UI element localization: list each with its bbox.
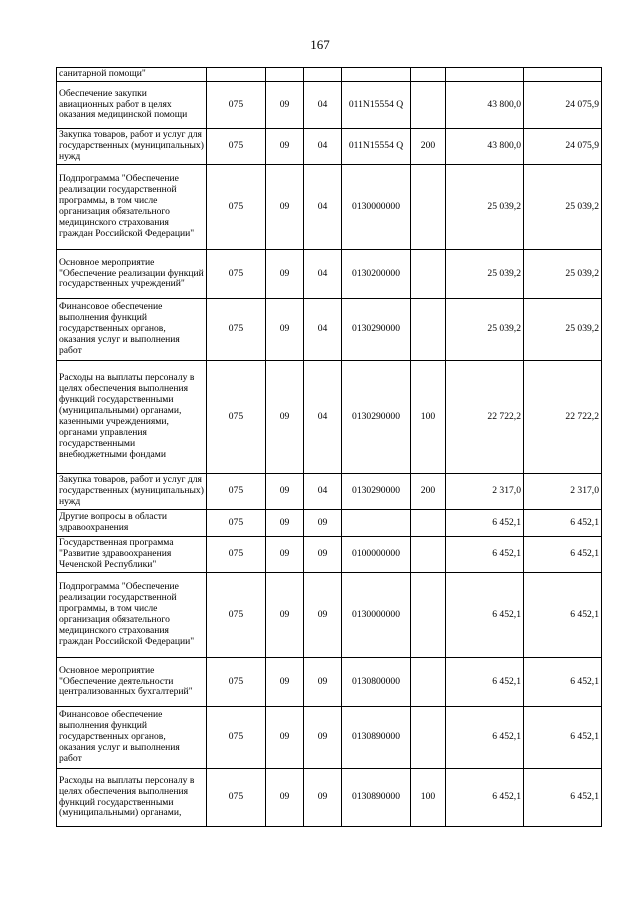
row-name-cell: Финансовое обеспечение выполнения функций государственных органов, оказания услуг и выполнения работ xyxy=(57,299,207,361)
row-expense-type-cell xyxy=(411,299,446,361)
row-target-article-cell: 0130000000 xyxy=(342,573,411,658)
row-sum-first-cell: 43 800,0 xyxy=(446,129,524,165)
row-section-cell: 09 xyxy=(266,82,304,129)
row-sum-first-cell: 22 722,2 xyxy=(446,361,524,474)
row-sum-first-cell: 6 452,1 xyxy=(446,658,524,707)
row-section-cell: 09 xyxy=(266,769,304,827)
row-sum-first-cell: 6 452,1 xyxy=(446,510,524,537)
row-sum-second-cell: 22 722,2 xyxy=(524,361,602,474)
row-section-cell: 09 xyxy=(266,537,304,573)
row-expense-type-cell: 100 xyxy=(411,769,446,827)
row-target-article-cell: 0130800000 xyxy=(342,658,411,707)
row-target-article-cell: 011N15554 Q xyxy=(342,129,411,165)
row-target-article-cell: 0130890000 xyxy=(342,769,411,827)
table-body xyxy=(57,68,602,827)
row-admin-code-cell: 075 xyxy=(207,510,266,537)
table-row xyxy=(57,250,602,299)
row-expense-type-cell xyxy=(411,537,446,573)
row-admin-code-cell: 075 xyxy=(207,658,266,707)
row-admin-code-cell: 075 xyxy=(207,769,266,827)
row-sum-first-cell: 6 452,1 xyxy=(446,537,524,573)
row-name-cell: Подпрограмма "Обеспечение реализации государственной программы, в том числе организация обязательного медицинского страхования граждан Российской Федерации" xyxy=(57,165,207,250)
table-row xyxy=(57,68,602,82)
row-sum-second-cell: 25 039,2 xyxy=(524,250,602,299)
row-expense-type-cell: 200 xyxy=(411,474,446,510)
row-expense-type-cell xyxy=(411,573,446,658)
row-admin-code-cell: 075 xyxy=(207,573,266,658)
row-sum-second-cell: 6 452,1 xyxy=(524,573,602,658)
row-name-cell: Закупка товаров, работ и услуг для государственных (муниципальных) нужд xyxy=(57,129,207,165)
table-row xyxy=(57,510,602,537)
row-name-cell: санитарной помощи" xyxy=(57,68,207,82)
row-target-article-cell: 0130000000 xyxy=(342,165,411,250)
row-admin-code-cell: 075 xyxy=(207,361,266,474)
row-sum-second-cell: 25 039,2 xyxy=(524,165,602,250)
row-sum-second-cell: 25 039,2 xyxy=(524,299,602,361)
row-name-cell: Другие вопросы в области здравоохранения xyxy=(57,510,207,537)
row-subsection-cell: 04 xyxy=(304,82,342,129)
row-admin-code-cell: 075 xyxy=(207,474,266,510)
table-row xyxy=(57,769,602,827)
row-target-article-cell xyxy=(342,68,411,82)
row-section-cell xyxy=(266,68,304,82)
table-row xyxy=(57,299,602,361)
row-expense-type-cell xyxy=(411,707,446,769)
row-target-article-cell: 0130290000 xyxy=(342,474,411,510)
row-name-cell: Основное мероприятие "Обеспечение реализации функций государственных учреждений" xyxy=(57,250,207,299)
row-sum-second-cell: 6 452,1 xyxy=(524,537,602,573)
row-expense-type-cell xyxy=(411,82,446,129)
row-section-cell: 09 xyxy=(266,707,304,769)
row-sum-first-cell: 25 039,2 xyxy=(446,299,524,361)
row-name-cell: Основное мероприятие "Обеспечение деятельности централизованных бухгалтерий" xyxy=(57,658,207,707)
row-subsection-cell: 04 xyxy=(304,474,342,510)
row-admin-code-cell: 075 xyxy=(207,82,266,129)
row-sum-first-cell: 25 039,2 xyxy=(446,165,524,250)
row-expense-type-cell xyxy=(411,250,446,299)
row-sum-second-cell xyxy=(524,68,602,82)
row-sum-first-cell: 25 039,2 xyxy=(446,250,524,299)
row-section-cell: 09 xyxy=(266,129,304,165)
row-section-cell: 09 xyxy=(266,658,304,707)
row-target-article-cell: 0100000000 xyxy=(342,537,411,573)
row-target-article-cell: 0130290000 xyxy=(342,361,411,474)
row-target-article-cell: 0130200000 xyxy=(342,250,411,299)
row-admin-code-cell: 075 xyxy=(207,250,266,299)
row-name-cell: Расходы на выплаты персоналу в целях обеспечения выполнения функций государственными (муниципальными) органами, xyxy=(57,769,207,827)
row-admin-code-cell xyxy=(207,68,266,82)
row-sum-first-cell: 43 800,0 xyxy=(446,82,524,129)
row-target-article-cell: 0130890000 xyxy=(342,707,411,769)
row-sum-first-cell: 6 452,1 xyxy=(446,769,524,827)
row-sum-first-cell: 6 452,1 xyxy=(446,573,524,658)
table-row xyxy=(57,82,602,129)
row-name-cell: Подпрограмма "Обеспечение реализации государственной программы, в том числе организация обязательного медицинского страхования граждан Российской Федерации" xyxy=(57,573,207,658)
row-name-cell: Обеспечение закупки авиационных работ в целях оказания медицинской помощи xyxy=(57,82,207,129)
row-name-cell: Финансовое обеспечение выполнения функций государственных органов, оказания услуг и выполнения работ xyxy=(57,707,207,769)
table-row xyxy=(57,165,602,250)
row-section-cell: 09 xyxy=(266,573,304,658)
table-row xyxy=(57,707,602,769)
row-admin-code-cell: 075 xyxy=(207,165,266,250)
row-sum-first-cell: 2 317,0 xyxy=(446,474,524,510)
table-row xyxy=(57,573,602,658)
table-row xyxy=(57,537,602,573)
row-sum-second-cell: 6 452,1 xyxy=(524,707,602,769)
row-name-cell: Расходы на выплаты персоналу в целях обеспечения выполнения функций государственными (муниципальными) органами, казенными учреждениями, органами управления государственными внебюджетными фондами xyxy=(57,361,207,474)
row-expense-type-cell: 100 xyxy=(411,361,446,474)
row-sum-second-cell: 2 317,0 xyxy=(524,474,602,510)
row-sum-second-cell: 6 452,1 xyxy=(524,769,602,827)
row-subsection-cell: 04 xyxy=(304,250,342,299)
row-section-cell: 09 xyxy=(266,510,304,537)
row-expense-type-cell xyxy=(411,165,446,250)
row-section-cell: 09 xyxy=(266,361,304,474)
table-row xyxy=(57,658,602,707)
row-admin-code-cell: 075 xyxy=(207,707,266,769)
row-subsection-cell: 09 xyxy=(304,573,342,658)
row-target-article-cell: 0130290000 xyxy=(342,299,411,361)
row-subsection-cell: 09 xyxy=(304,769,342,827)
row-subsection-cell: 09 xyxy=(304,707,342,769)
row-section-cell: 09 xyxy=(266,474,304,510)
row-section-cell: 09 xyxy=(266,250,304,299)
row-subsection-cell: 04 xyxy=(304,299,342,361)
row-target-article-cell: 011N15554 Q xyxy=(342,82,411,129)
row-sum-second-cell: 24 075,9 xyxy=(524,82,602,129)
row-subsection-cell: 04 xyxy=(304,165,342,250)
row-sum-first-cell xyxy=(446,68,524,82)
row-subsection-cell xyxy=(304,68,342,82)
table-row xyxy=(57,129,602,165)
table-row xyxy=(57,361,602,474)
row-expense-type-cell xyxy=(411,510,446,537)
row-admin-code-cell: 075 xyxy=(207,537,266,573)
row-sum-second-cell: 24 075,9 xyxy=(524,129,602,165)
row-subsection-cell: 04 xyxy=(304,361,342,474)
row-section-cell: 09 xyxy=(266,165,304,250)
row-expense-type-cell xyxy=(411,658,446,707)
page-number: 167 xyxy=(310,37,330,52)
row-admin-code-cell: 075 xyxy=(207,129,266,165)
row-sum-first-cell: 6 452,1 xyxy=(446,707,524,769)
row-name-cell: Закупка товаров, работ и услуг для государственных (муниципальных) нужд xyxy=(57,474,207,510)
row-subsection-cell: 04 xyxy=(304,129,342,165)
row-section-cell: 09 xyxy=(266,299,304,361)
row-sum-second-cell: 6 452,1 xyxy=(524,510,602,537)
row-target-article-cell xyxy=(342,510,411,537)
row-subsection-cell: 09 xyxy=(304,658,342,707)
row-name-cell: Государственная программа "Развитие здравоохранения Чеченской Республики" xyxy=(57,537,207,573)
row-subsection-cell: 09 xyxy=(304,510,342,537)
row-admin-code-cell: 075 xyxy=(207,299,266,361)
budget-table xyxy=(56,67,602,827)
row-expense-type-cell: 200 xyxy=(411,129,446,165)
row-sum-second-cell: 6 452,1 xyxy=(524,658,602,707)
table-row xyxy=(57,474,602,510)
row-expense-type-cell xyxy=(411,68,446,82)
row-subsection-cell: 09 xyxy=(304,537,342,573)
